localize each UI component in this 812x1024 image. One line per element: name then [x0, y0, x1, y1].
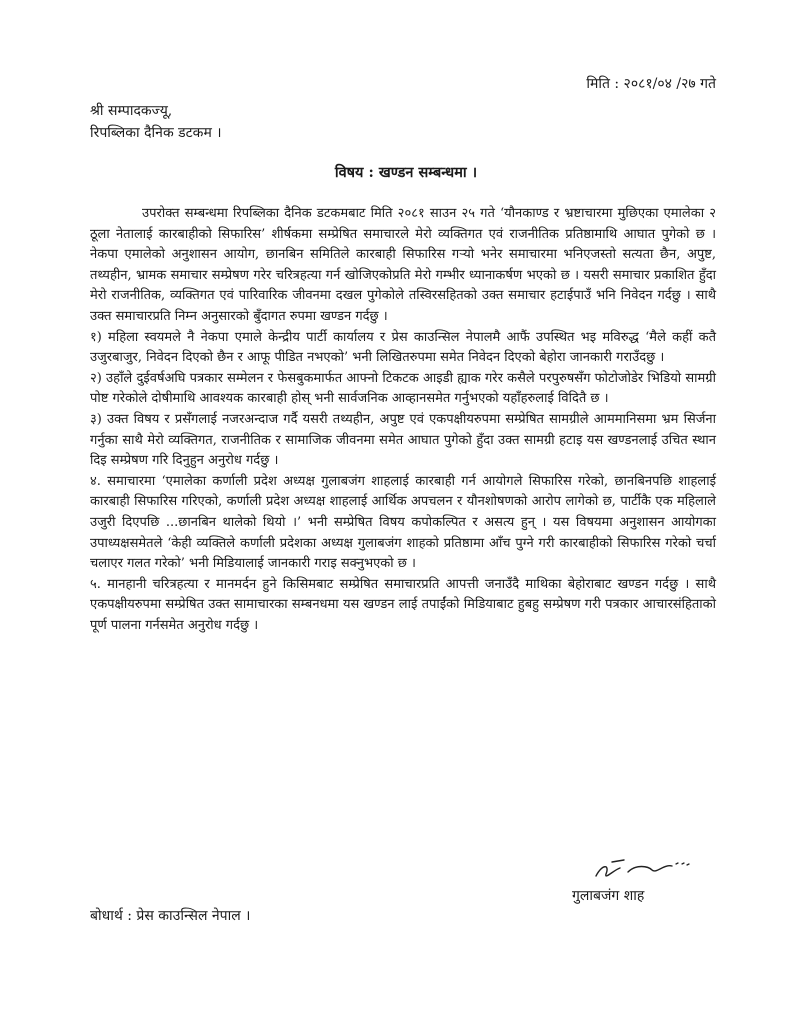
- point-3-paragraph: ३) उक्त विषय र प्रसँगलाई नजरअन्दाज गर्दै यसरी तथ्यहीन, अपुष्ट एवं एकपक्षीयरुपमा सम्प्रेषित सामग्रीले आममानिसमा भ्रम सिर्जना गर्नुका साथै मेरो व्यक्तिगत, राजनीतिक र सामाजिक जीवनमा समेत आघात पुगेको हुँदा उक्त सामग्री हटाइ यस खण्डनलाई उचित स्थान दिइ सम्प्रेषण गरि दिनुहुन अनुरोध गर्दछु ।: [90, 411, 716, 469]
- intro-paragraph: उपरोक्त सम्बन्धमा रिपब्लिका दैनिक डटकमबाट मिति २०८१ साउन २५ गते ‘यौनकाण्ड र भ्रष्टाचारमा मुछिएका एमालेका २ ठूला नेतालाई कारबाहीको सिफारिस’ शीर्षकमा सम्प्रेषित समाचारले मेरो व्यक्तिगत एवं राजनीतिक प्रतिष्ठामाथि आघात पुगेको छ । नेकपा एमालेको अनुशासन आयोग, छानबिन समितिले कारबाही सिफारिस गऱ्यो भनेर समाचारमा भनिएजस्तो सत्यता छैन, अपुष्ट, तथ्यहीन, भ्रामक समाचार सम्प्रेषण गरेर चरित्रहत्या गर्न खोजिएकोप्रति मेरो गम्भीर ध्यानाकर्षण भएको छ । यसरी समाचार प्रकाशित हुँदा मेरो राजनीतिक, व्यक्तिगत एवं पारिवारिक जीवनमा दखल पुगेकोले तस्विरसहितको उक्त समाचार हटाईपाउँ भनि निवेदन गर्दछु । साथै उक्त समाचारप्रति निम्न अनुसारको बुँदागत रुपमा खण्डन गर्दछु ।: [90, 206, 716, 324]
- addressee-block: [90, 100, 222, 144]
- subject-line: विषय : खण्डन सम्बन्धमा ।: [334, 164, 478, 181]
- point-4-paragraph: ४. समाचारमा ‘एमालेका कर्णाली प्रदेश अध्यक्ष गुलाबजंग शाहलाई कारबाही गर्न आयोगले सिफारिस गरेको, छानबिनपछि शाहलाई कारबाही सिफारिस गरिएको, कर्णाली प्रदेश अध्यक्ष शाहलाई आर्थिक अपचलन र यौनशोषणको आरोप लागेको छ, पार्टीकै एक महिलाले उजुरी दिएपछि ...छानबिन थालेको थियो ।’ भनी सम्प्रेषित विषय कपोकल्पित र असत्य हुन् । यस विषयमा अनुशासन आयोगका उपाध्यक्षसमेतले ‘केही व्यक्तिले कर्णाली प्रदेशका अध्यक्ष गुलाबजंग शाहको प्रतिष्ठामा आँच पुग्ने गरी कारबाहीको सिफारिस गरेको चर्चा चलाएर गलत गरेको’ भनी मिडियालाई जानकारी गराइ सक्नुभएको छ ।: [90, 473, 716, 572]
- point-1-paragraph: १) महिला स्वयमले नै नेकपा एमाले केन्द्रीय पार्टी कार्यालय र प्रेस काउन्सिल नेपालमै आफैं उपस्थित भइ मविरुद्ध ‘मैले कहीं कतै उजुरबाजुर, निवेदन दिएको छैन र आफू पीडित नभएको’ भनी लिखितरुपमा समेत निवेदन दिएको बेहोरा जानकारी गराउँदछु ।: [90, 329, 716, 366]
- point-5-paragraph: ५. मानहानी चरित्रहत्या र मानमर्दन हुने किसिमबाट सम्प्रेषित समाचारप्रति आपत्ती जनाउँदै माथिका बेहोराबाट खण्डन गर्दछु । साथै एकपक्षीयरुपमा सम्प्रेषित उक्त सामाचारका सम्बनधमा यस खण्डन लाई तपाईंको मिडियाबाट हुबहु सम्प्रेषण गरी पत्रकार आचारसंहिताको पूर्ण पालना गर्नसमेत अनुरोध गर्दछु ।: [90, 576, 716, 633]
- letter-date: मिति : २०८१/०४ /२७ गते: [586, 76, 716, 92]
- cc-line: बोधार्थ : प्रेस काउन्सिल नेपाल ।: [90, 908, 251, 924]
- addressee-organization: रिपब्लिका दैनिक डटकम ।: [90, 125, 222, 141]
- point-2-paragraph: २) उहाँले दुईवर्षअघि पत्रकार सम्मेलन र फेसबुकमार्फत आफ्नो टिकटक आइडी ह्याक गरेर कसैले परपुरुषसँग फोटोजोडेर भिडियो सामग्री पोष्ट गरेकोले दोषीमाथि आवश्यक कारबाही होस् भनी सार्वजनिक आव्हानसमेत गर्नुभएको यहाँहरुलाई विदितै छ ।: [90, 370, 716, 407]
- addressee-salutation: श्री सम्पादकज्यू,: [90, 103, 173, 119]
- letter-body: [90, 204, 716, 636]
- handwritten-signature: [590, 856, 700, 886]
- signer-name: गुलाबजंग शाह: [572, 888, 645, 904]
